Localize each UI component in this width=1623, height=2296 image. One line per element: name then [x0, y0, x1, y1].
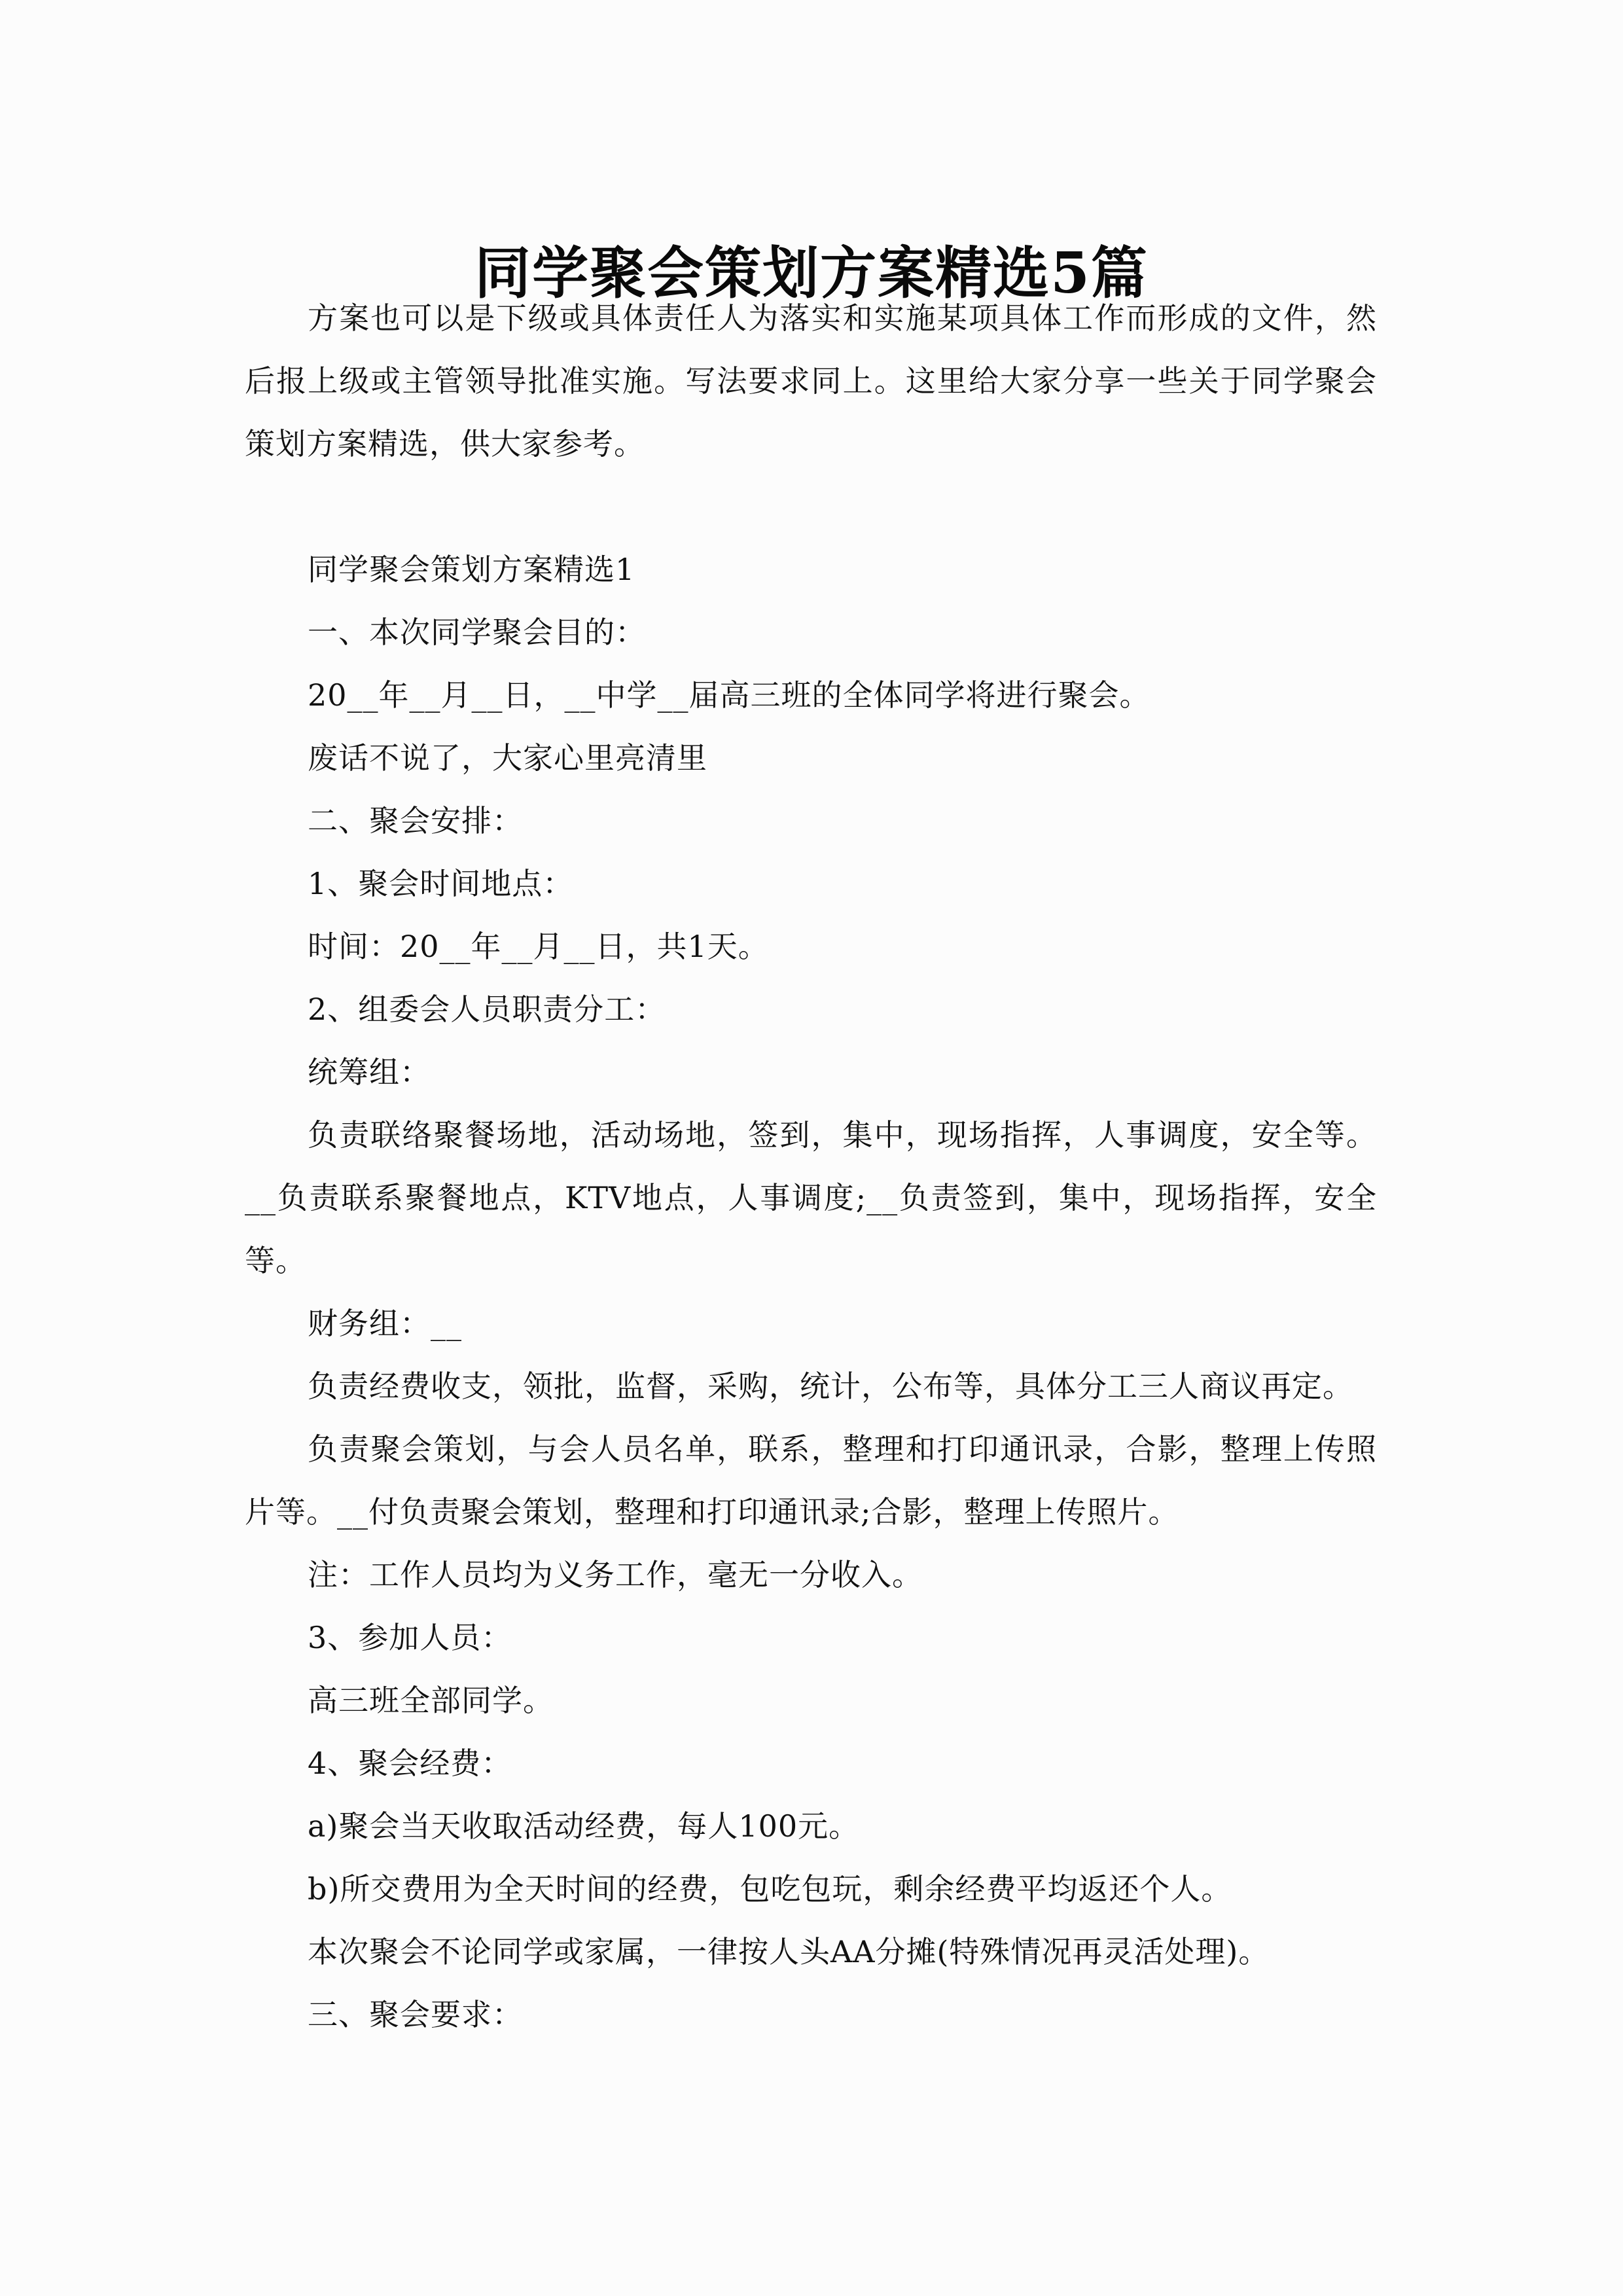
paragraph-fees-heading: 4、聚会经费：	[308, 1746, 512, 1781]
section-heading: 同学聚会策划方案精选1	[308, 552, 635, 587]
paragraph-coordination-duties: 负责联络聚餐场地，活动场地，签到，集中，现场指挥，人事调度，安全等。__负责联系聚餐地点，KTV地点，人事调度;__负责签到，集中，现场指挥，安全等。	[245, 1117, 1377, 1278]
paragraph-fee-b: b)所交费用为全天时间的经费，包吃包玩，剩余经费平均返还个人。	[308, 1871, 1232, 1907]
paragraph-time: 时间：20__年__月__日，共1天。	[308, 929, 769, 964]
spacer	[245, 475, 1377, 538]
paragraph-note: 注：工作人员均为义务工作，毫无一分收入。	[308, 1557, 923, 1592]
paragraph-remark: 废话不说了，大家心里亮清里	[308, 740, 707, 776]
paragraph-participants: 高三班全部同学。	[308, 1683, 554, 1718]
document-title: 同学聚会策划方案精选5篇	[474, 240, 1149, 306]
paragraph-committee-heading: 2、组委会人员职责分工：	[308, 992, 666, 1027]
paragraph-participants-heading: 3、参加人员：	[308, 1620, 512, 1655]
paragraph-time-place-heading: 1、聚会时间地点：	[308, 866, 574, 901]
paragraph-planning-duties: 负责聚会策划，与会人员名单，联系，整理和打印通讯录，合影，整理上传照片等。__付负责聚会策划，整理和打印通讯录;合影，整理上传照片。	[245, 1431, 1377, 1530]
document-body	[245, 287, 1377, 2046]
intro-paragraph: 方案也可以是下级或具体责任人为落实和实施某项具体工作而形成的文件，然后报上级或主管领导批准实施。写法要求同上。这里给大家分享一些关于同学聚会策划方案精选，供大家参考。	[245, 300, 1377, 461]
paragraph-finance-duties: 负责经费收支，领批，监督，采购，统计，公布等，具体分工三人商议再定。	[308, 1369, 1353, 1404]
paragraph-aa-split: 本次聚会不论同学或家属，一律按人头AA分摊(特殊情况再灵活处理)。	[308, 1934, 1270, 1969]
paragraph-purpose-heading: 一、本次同学聚会目的：	[308, 615, 646, 650]
paragraph-arrangement-heading: 二、聚会安排：	[308, 803, 523, 838]
paragraph-fee-a: a)聚会当天收取活动经费，每人100元。	[308, 1808, 860, 1844]
paragraph-coordination-group: 统筹组：	[308, 1054, 431, 1090]
paragraph-requirements-heading: 三、聚会要求：	[308, 1997, 523, 2032]
paragraph-finance-group: 财务组：__	[308, 1306, 462, 1341]
paragraph-date: 20__年__月__日，__中学__届高三班的全体同学将进行聚会。	[308, 677, 1150, 713]
